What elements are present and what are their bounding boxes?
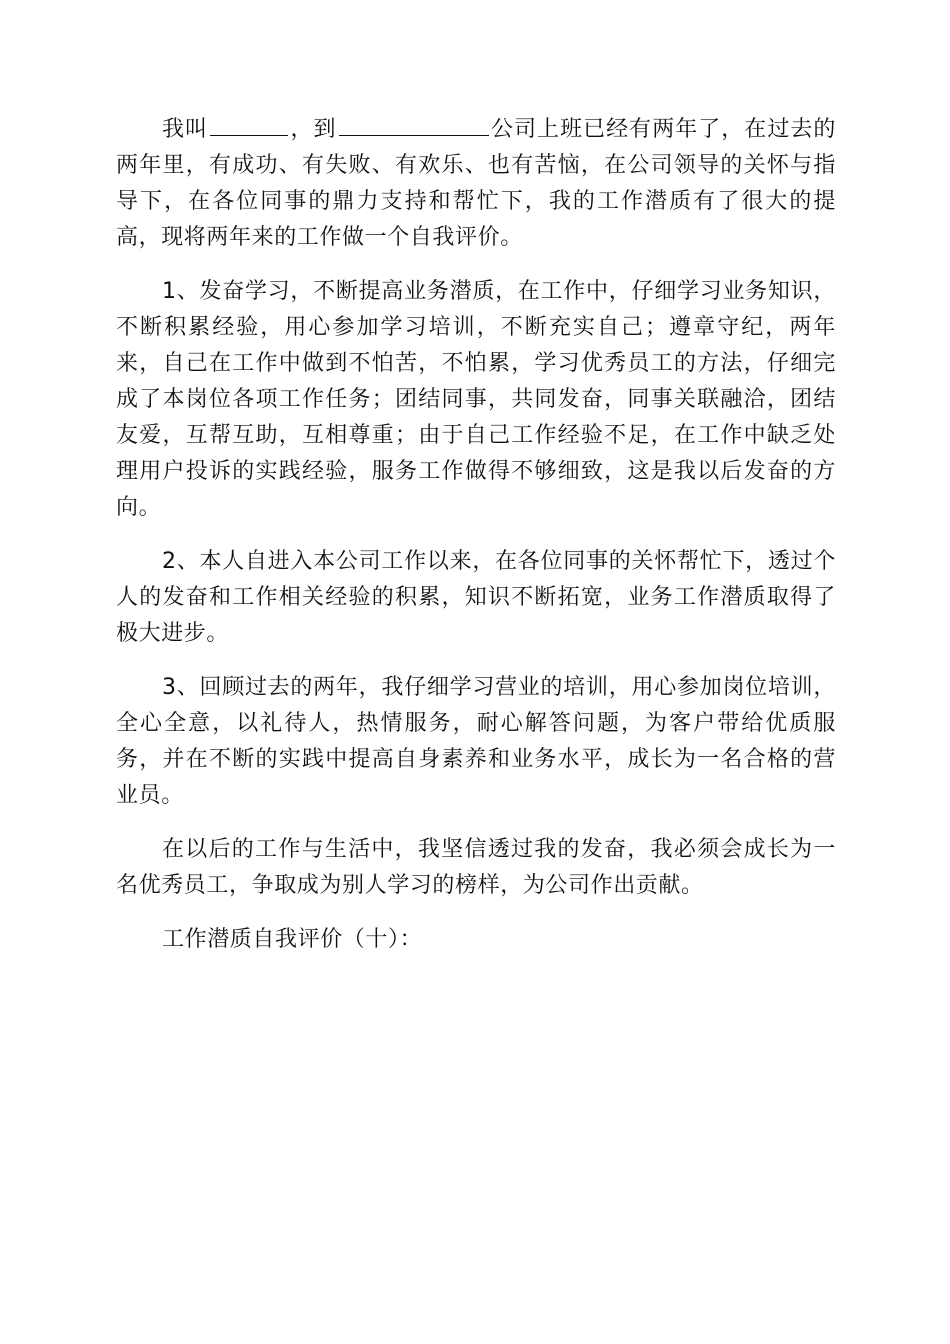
document-body: [116, 112, 836, 976]
paragraph-2: 2、本人自进入本公司工作以来，在各位同事的关怀帮忙下，透过个人的发奋和工作相关经验的积累，知识不断拓宽，业务工作潜质取得了极大进步。: [116, 549, 836, 646]
intro-prefix: 我叫: [162, 117, 209, 142]
paragraph-1: 1、发奋学习，不断提高业务潜质，在工作中，仔细学习业务知识，不断积累经验，用心参加学习培训，不断充实自己；遵章守纪，两年来，自己在工作中做到不怕苦，不怕累，学习优秀员工的方法，仔细完成了本岗位各项工作任务；团结同事，共同发奋，同事关联融洽，团结友爱，互帮互助，互相尊重；由于自己工作经验不足，在工作中缺乏处理用户投诉的实践经验，服务工作做得不够细致，这是我以后发奋的方向。: [116, 279, 836, 520]
intro-rest: 公司上班已经有两年了，在过去的两年里，有成功、有失败、有欢乐、也有苦恼，在公司领导的关怀与指导下，在各位同事的鼎力支持和帮忙下，我的工作潜质有了很大的提高，现将两年来的工作做一个自我评价。: [116, 117, 836, 250]
section-heading: 工作潜质自我评价（十）：: [162, 927, 423, 952]
paragraph-3: 3、回顾过去的两年，我仔细学习营业的培训，用心参加岗位培训，全心全意，以礼待人，热情服务，耐心解答问题，为客户带给优质服务，并在不断的实践中提高自身素养和业务水平，成长为一名合格的营业员。: [116, 675, 836, 808]
company-blank-line: [339, 113, 489, 136]
intro-middle: ，到: [290, 117, 337, 142]
name-blank-line: [210, 113, 288, 136]
paragraph-conclusion: 在以后的工作与生活中，我坚信透过我的发奋，我必须会成长为一名优秀员工，争取成为别人学习的榜样，为公司作出贡献。: [116, 837, 836, 898]
intro-paragraph: [116, 112, 836, 256]
